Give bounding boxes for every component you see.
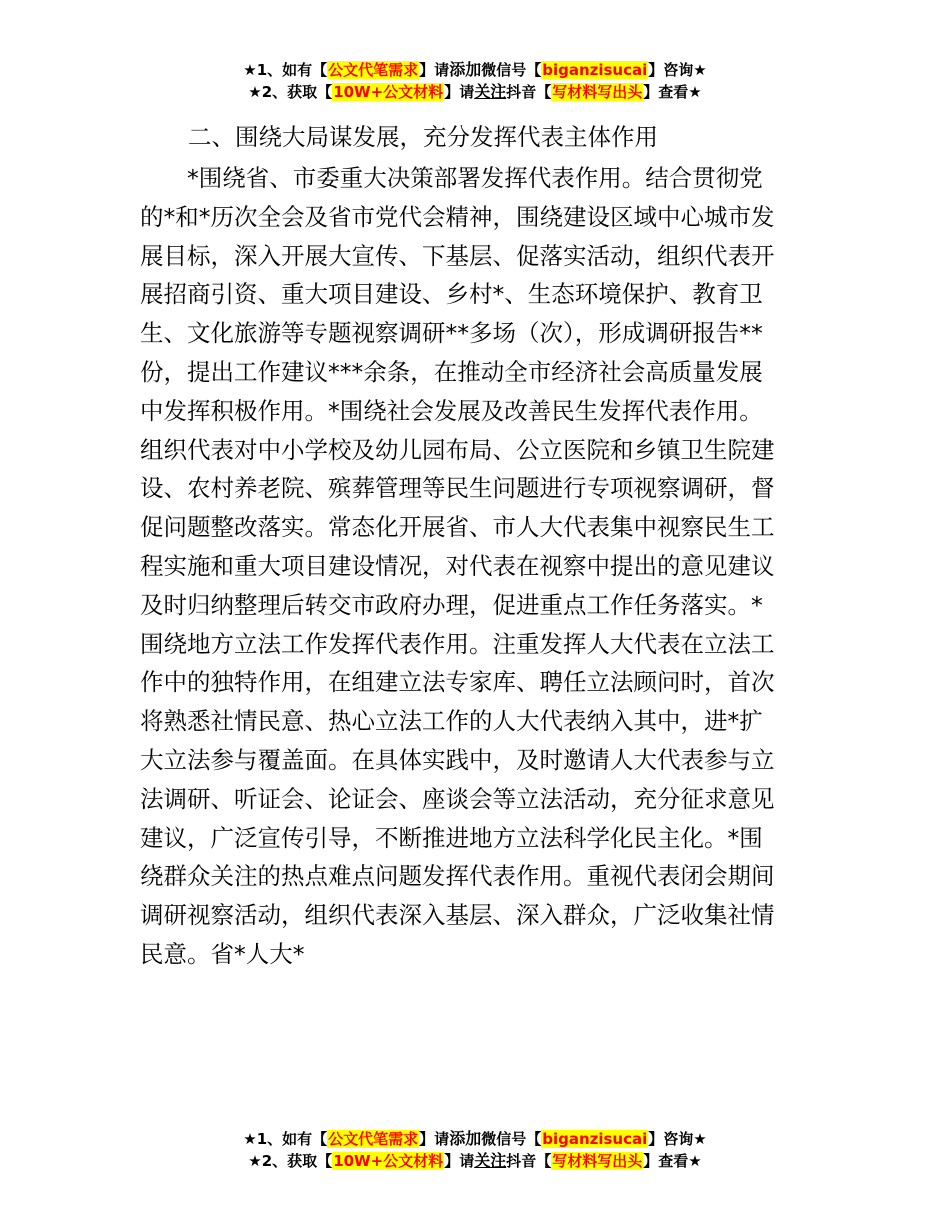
bottom-promo-line-1 (0, 1128, 950, 1150)
promo-highlight-materials: 10W+公文材料 (333, 1152, 444, 1170)
top-promo-line-1 (0, 59, 950, 81)
promo-highlight-service: 公文代笔需求 (328, 61, 419, 79)
paragraph-line: *围绕省、市委重大决策部署发挥代表作用。结合贯彻党 (187, 164, 763, 192)
promo-text: 】请 (444, 83, 475, 101)
promo-text: 微信号【 (481, 61, 542, 79)
promo-highlight-douyin: 写材料写出头 (552, 83, 643, 101)
paragraph-line: 法调研、听证会、论证会、座谈会等立法活动，充分征求意见 (140, 784, 775, 813)
paragraph-line: 展目标，深入开展大宣传、下基层、促落实活动，组织代表开 (140, 241, 775, 270)
promo-text: 】咨询★ (648, 61, 707, 79)
promo-emphasis: 添加 (449, 60, 482, 79)
promo-highlight-wechat-id: biganzisucai (542, 61, 648, 79)
paragraph-line: 中发挥积极作用。*围绕社会发展及改善民生发挥代表作用。 (140, 396, 763, 425)
bottom-promo-banner (0, 1128, 950, 1172)
paragraph-line: 建议，广泛宣传引导，不断推进地方立法科学化民主化。*围 (140, 823, 763, 852)
document-body (140, 118, 812, 974)
paragraph-line: 促问题整改落实。常态化开展省、市人大代表集中视察民生工 (140, 513, 775, 542)
promo-highlight-materials: 10W+公文材料 (333, 83, 444, 101)
paragraph-line: 份，提出工作建议***余条，在推动全市经济社会高质量发展 (140, 357, 763, 386)
promo-text: 微信号【 (481, 1130, 542, 1148)
promo-text: 】咨询★ (648, 1130, 707, 1148)
paragraph-line: 组织代表对中小学校及幼儿园布局、公立医院和乡镇卫生院建 (140, 435, 775, 464)
paragraph-line: 围绕地方立法工作发挥代表作用。注重发挥人大代表在立法工 (140, 629, 775, 658)
section-heading: 二、围绕大局谋发展，充分发挥代表主体作用 (188, 123, 658, 151)
top-promo-banner (0, 59, 950, 103)
bottom-promo-line-2 (0, 1150, 950, 1172)
paragraph-line: 的*和*历次全会及省市党代会精神，围绕建设区域中心城市发 (140, 202, 775, 231)
promo-highlight-wechat-id: biganzisucai (542, 1130, 648, 1148)
paragraph-line: 作中的独特作用，在组建立法专家库、聘任立法顾问时，首次 (140, 668, 775, 697)
promo-text: 抖音【 (506, 83, 552, 101)
promo-text: 】查看★ (643, 83, 702, 101)
promo-text: 】请 (444, 1152, 475, 1170)
paragraph-line: 程实施和重大项目建设情况，对代表在视察中提出的意见建议 (140, 551, 775, 580)
promo-emphasis: 关注 (474, 1151, 507, 1170)
paragraph-line: 设、农村养老院、殡葬管理等民生问题进行专项视察调研，督 (140, 474, 775, 503)
paragraph-line: 调研视察活动，组织代表深入基层、深入群众，广泛收集社情 (140, 901, 775, 930)
promo-text: ★1、如有【 (243, 1130, 328, 1148)
body-paragraph (140, 159, 812, 974)
paragraph-line: 绕群众关注的热点难点问题发挥代表作用。重视代表闭会期间 (140, 862, 775, 891)
promo-text: ★1、如有【 (243, 61, 328, 79)
promo-highlight-douyin: 写材料写出头 (552, 1152, 643, 1170)
top-promo-line-2 (0, 81, 950, 103)
promo-text: 】请 (419, 1130, 450, 1148)
promo-emphasis: 添加 (449, 1129, 482, 1148)
promo-text: 】请 (419, 61, 450, 79)
paragraph-line: 生、文化旅游等专题视察调研**多场（次），形成调研报告** (140, 319, 763, 348)
paragraph-line: 大立法参与覆盖面。在具体实践中，及时邀请人大代表参与立 (140, 745, 775, 774)
promo-text: 】查看★ (643, 1152, 702, 1170)
promo-emphasis: 关注 (474, 82, 507, 101)
paragraph-line: 民意。省*人大* (140, 939, 305, 968)
promo-highlight-service: 公文代笔需求 (328, 1130, 419, 1148)
promo-text: 抖音【 (506, 1152, 552, 1170)
paragraph-line: 展招商引资、重大项目建设、乡村*、生态环境保护、教育卫 (140, 280, 763, 309)
promo-text: ★2、获取【 (248, 83, 333, 101)
paragraph-line: 将熟悉社情民意、热心立法工作的人大代表纳入其中，进*扩 (140, 707, 763, 736)
promo-text: ★2、获取【 (248, 1152, 333, 1170)
paragraph-line: 及时归纳整理后转交市政府办理，促进重点工作任务落实。* (140, 590, 763, 619)
